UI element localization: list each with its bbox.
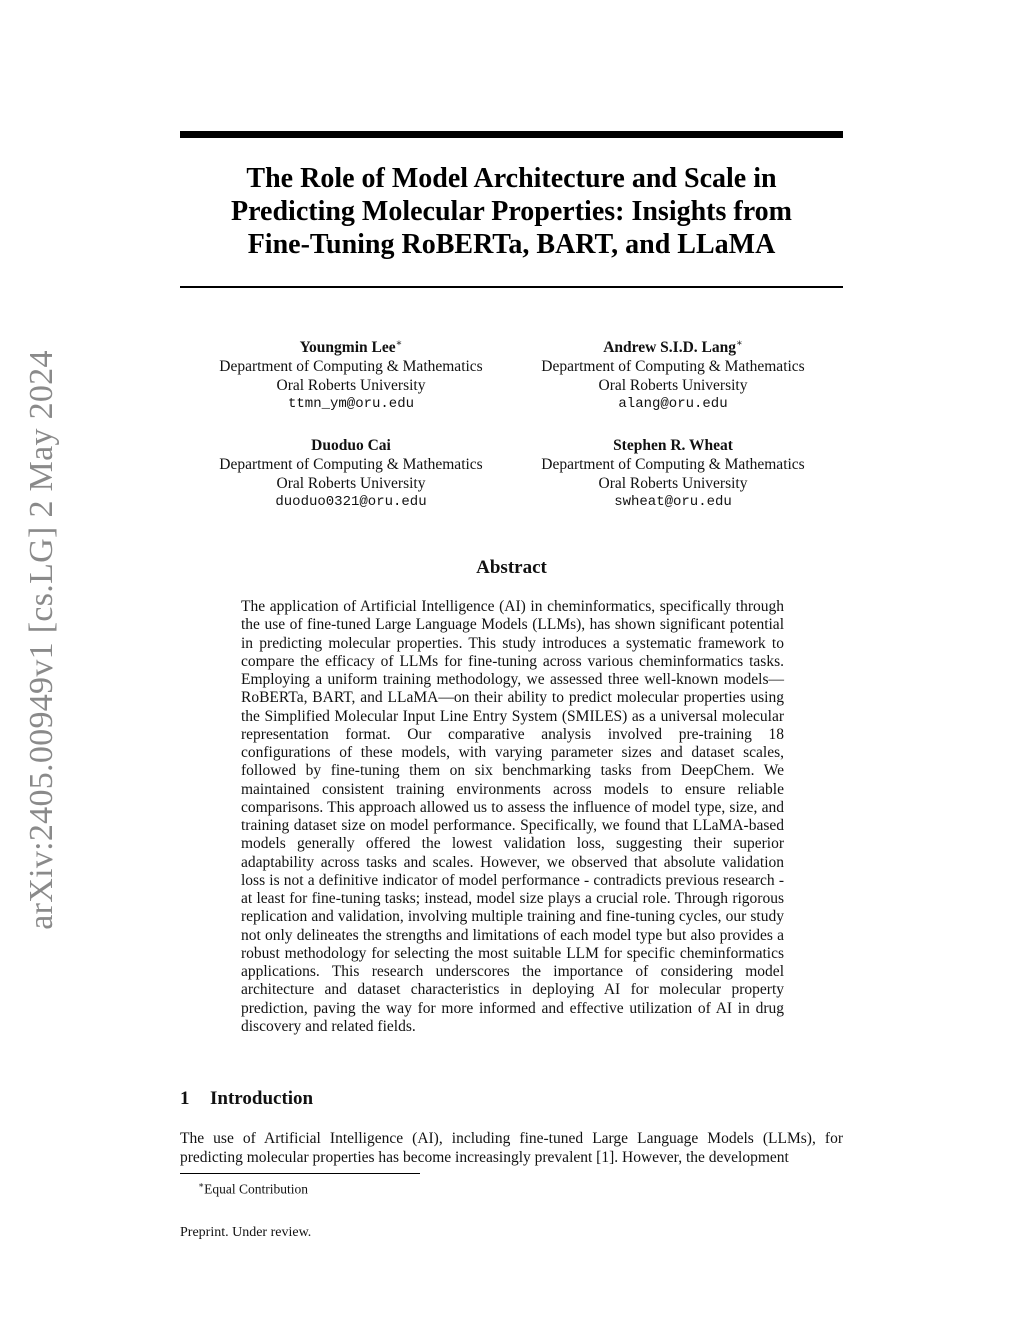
author-email[interactable]: duoduo0321@oru.edu bbox=[275, 494, 427, 510]
author-email[interactable]: swheat@oru.edu bbox=[614, 494, 732, 510]
author-name: Stephen R. Wheat bbox=[613, 437, 733, 454]
section-title: Introduction bbox=[210, 1088, 314, 1109]
introduction-body: The use of Artificial Intelligence (AI), including fine-tuned Large Language Models (LLMs), for predicting molecular properties has become increasingly prevalent [1]. However, the development bbox=[180, 1130, 843, 1166]
title-line-1: The Role of Model Architecture and Scale in bbox=[246, 163, 777, 194]
footnote-mark: ∗ bbox=[198, 1180, 205, 1190]
abstract-heading: Abstract bbox=[476, 557, 547, 578]
arxiv-identifier-stamp: arXiv:2405.00949v1 [cs.LG] 2 May 2024 bbox=[23, 350, 60, 930]
equal-contribution-mark: ∗ bbox=[395, 338, 403, 349]
author-email[interactable]: alang@oru.edu bbox=[618, 396, 728, 413]
abstract-body: The application of Artificial Intelligence (AI) in cheminformatics, specifically through the use of fine-tuned Large Language Models (LLMs), has shown significant potential in predicting molecular properties. This study introduces a systematic framework to compare the efficacy of LLMs for fine-tuning across various cheminformatics tasks. Employing a uniform training methodology, we assessed three well-known models—RoBERTa, BART, and LLaMA—on their ability to predict molecular properties using the Simplified Molecular Input Line Entry System (SMILES) as a universal molecular representation format. Our comparative analysis involved pre-training 18 configurations of these models, with varying parameter sizes and dataset scales, followed by fine-tuning them on six benchmarking tasks from DeepChem. We maintained consistent training environments across models to ensure reliable comparisons. This approach allowed us to assess the influence of model type, size, and training dataset size on model performance. Specifically, we found that LLaMA-based models generally offered the lowest validation loss, suggesting their superior adaptability across tasks and scales. However, we observed that absolute validation loss is not a definitive indicator of model performance - contradicts previous research - at least for fine-tuning tasks; instead, model size plays a crucial role. Through rigorous replication and validation, involving multiple training and fine-tuning cycles, our study not only delineates the strengths and limitations of each model type but also provides a robust methodology for selecting the most suitable LLM for specific cheminformatics applications. This research underscores the importance of considering model architecture and dataset characteristics in deploying AI for molecular property prediction, paving the way for more informed and effective utilization of AI in drug discovery and related fields. bbox=[241, 598, 784, 1035]
author-university: Oral Roberts University bbox=[276, 377, 426, 395]
author-university: Oral Roberts University bbox=[598, 475, 748, 492]
author-name: Duoduo Cai bbox=[311, 437, 391, 454]
paper-title bbox=[180, 162, 843, 261]
footnote bbox=[198, 1177, 308, 1198]
section-heading-introduction bbox=[180, 1088, 313, 1110]
footnote-text: Equal Contribution bbox=[204, 1181, 308, 1197]
title-line-3: Fine-Tuning RoBERTa, BART, and LLaMA bbox=[247, 229, 776, 260]
section-number: 1 bbox=[180, 1088, 190, 1109]
author-department: Department of Computing & Mathematics bbox=[541, 456, 805, 473]
footnote-rule bbox=[180, 1173, 420, 1174]
author-block-1 bbox=[186, 334, 516, 414]
author-email[interactable]: ttmn_ym@oru.edu bbox=[287, 396, 415, 413]
author-department: Department of Computing & Mathematics bbox=[219, 358, 483, 376]
author-name: Andrew S.I.D. Lang∗ bbox=[603, 338, 743, 357]
equal-contribution-mark: ∗ bbox=[736, 338, 743, 349]
author-block-4 bbox=[508, 436, 838, 512]
author-university: Oral Roberts University bbox=[598, 377, 748, 395]
author-university: Oral Roberts University bbox=[276, 475, 426, 492]
author-name: Youngmin Lee∗ bbox=[299, 338, 403, 357]
title-line-2: Predicting Molecular Properties: Insights from bbox=[231, 196, 792, 227]
author-block-3 bbox=[186, 436, 516, 512]
title-top-rule bbox=[180, 131, 843, 138]
author-department: Department of Computing & Mathematics bbox=[541, 358, 805, 376]
author-department: Department of Computing & Mathematics bbox=[219, 456, 483, 473]
author-block-2 bbox=[508, 334, 838, 414]
title-bottom-rule bbox=[180, 286, 843, 288]
preprint-notice: Preprint. Under review. bbox=[180, 1225, 312, 1240]
